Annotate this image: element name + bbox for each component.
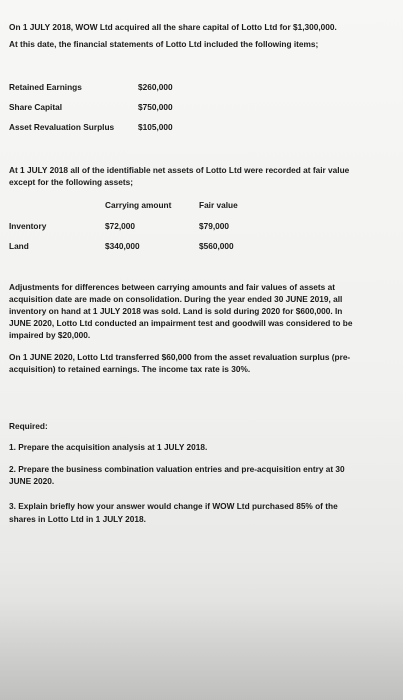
fair-value-header: Fair value	[199, 200, 238, 210]
question-3-line: shares in Lotto Ltd in 1 JULY 2018.	[9, 514, 146, 524]
equity-item-label: Retained Earnings	[9, 82, 82, 92]
page-shadow	[0, 600, 403, 700]
question-3-line: 3. Explain briefly how your answer would change if WOW Ltd purchased 85% of the	[9, 501, 338, 511]
adjustments-line: Adjustments for differences between carrying amounts and fair values of assets at	[9, 282, 335, 292]
carrying-amount-header: Carrying amount	[105, 200, 172, 210]
asset-label: Inventory	[9, 221, 47, 231]
adjustments-line: impaired by $20,000.	[9, 330, 91, 340]
equity-item-label: Asset Revaluation Surplus	[9, 122, 115, 132]
equity-item-label: Share Capital	[9, 102, 63, 112]
transfer-line: acquisition) to retained earnings. The income tax rate is 30%.	[9, 364, 251, 374]
intro-line-2: At this date, the financial statements of Lotto Ltd included the following items;	[9, 39, 319, 49]
required-heading: Required:	[9, 421, 48, 431]
equity-item-value: $105,000	[138, 122, 173, 132]
asset-label: Land	[9, 241, 29, 251]
adjustments-line: acquisition date are made on consolidation. During the year ended 30 JUNE 2019, all	[9, 294, 343, 304]
asset-fair-value: $79,000	[199, 221, 229, 231]
intro-line-1: On 1 JULY 2018, WOW Ltd acquired all the share capital of Lotto Ltd for $1,300,000.	[9, 22, 337, 32]
fair-value-intro-line-1: At 1 JULY 2018 all of the identifiable net assets of Lotto Ltd were recorded at fair value	[9, 165, 350, 175]
question-2-line: JUNE 2020.	[9, 476, 55, 486]
equity-item-value: $750,000	[138, 102, 173, 112]
asset-carrying-value: $72,000	[105, 221, 135, 231]
fair-value-intro-line-2: except for the following assets;	[9, 177, 134, 187]
question-2-line: 2. Prepare the business combination valuation entries and pre-acquisition entry at 30	[9, 464, 345, 474]
question-1: 1. Prepare the acquisition analysis at 1 JULY 2018.	[9, 442, 208, 452]
equity-item-value: $260,000	[138, 82, 173, 92]
asset-fair-value: $560,000	[199, 241, 234, 251]
asset-carrying-value: $340,000	[105, 241, 140, 251]
adjustments-line: inventory on hand at 1 JULY 2018 was sold. Land is sold during 2020 for $600,000. In	[9, 306, 343, 316]
transfer-line: On 1 JUNE 2020, Lotto Ltd transferred $60,000 from the asset revaluation surplus (pre-	[9, 352, 351, 362]
adjustments-line: JUNE 2020, Lotto Ltd conducted an impairment test and goodwill was considered to be	[9, 318, 353, 328]
